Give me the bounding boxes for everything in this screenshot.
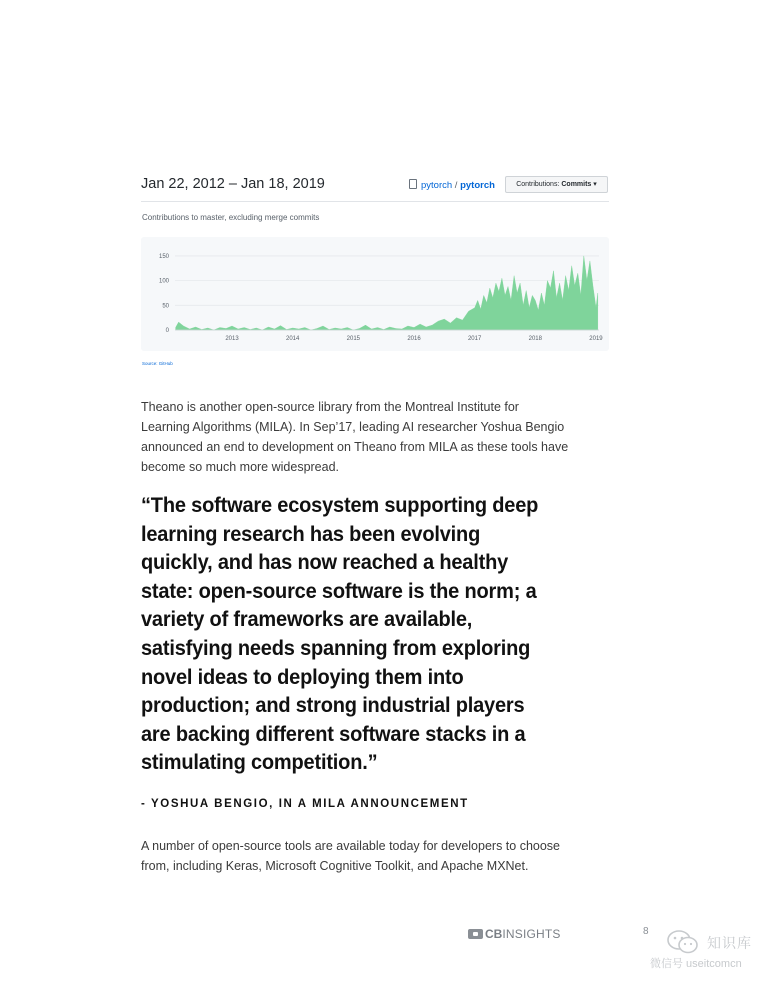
y-tick-label: 100 xyxy=(158,278,169,285)
pull-quote: “The software ecosystem supporting deep learning research has been evolving quickly, and has now reached a healthy state: open-source software is the norm; a variety of frameworks are available, satisfying needs spanning from exploring novel ideas to deploying them into production; and strong industrial players are backing different software stacks in a stimulating competition.” xyxy=(141,493,539,775)
repo-link[interactable] xyxy=(409,179,495,191)
y-tick-label: 50 xyxy=(162,303,169,310)
header-divider xyxy=(141,201,609,202)
contributions-dropdown[interactable] xyxy=(505,176,608,193)
logo-text: INSIGHTS xyxy=(502,927,561,941)
x-tick-label: 2019 xyxy=(589,336,603,342)
repo-owner: pytorch xyxy=(421,180,453,191)
watermark-title: 知识库 xyxy=(707,935,752,951)
dropdown-value: Commits xyxy=(561,181,592,188)
chart-svg xyxy=(141,237,609,351)
repo-icon xyxy=(409,179,417,189)
paragraph-theano: Theano is another open-source library from the Montreal Institute for Learning Algorithms (MILA). In Sep’17, leading AI researcher Yoshua Bengio announced an end to development on Theano from MILA as these tools have become so much more widespread. xyxy=(141,400,569,474)
x-tick-label: 2013 xyxy=(225,336,239,342)
contributions-chart xyxy=(141,237,609,351)
dropdown-prefix: Contributions: xyxy=(516,181,560,188)
y-tick-label: 150 xyxy=(158,253,169,260)
quote-attribution: - YOSHUA BENGIO, IN A MILA ANNOUNCEMENT xyxy=(141,798,469,810)
logo-bold-text: CB xyxy=(485,927,503,941)
watermark-subtitle: 微信号 useitcomcn xyxy=(650,958,742,970)
x-tick-label: 2016 xyxy=(407,336,421,342)
caret-down-icon: ▾ xyxy=(593,181,597,188)
commits-area xyxy=(176,256,598,330)
cbinsights-logo xyxy=(468,925,561,939)
paragraph-tools: A number of open-source tools are available today for developers to choose from, including Keras, Microsoft Cognitive Toolkit, and Apache MXNet. xyxy=(141,839,561,873)
contributions-subtitle: Contributions to master, excluding merge commits xyxy=(142,213,320,222)
page-number: 8 xyxy=(643,926,649,937)
date-range-heading: Jan 22, 2012 – Jan 18, 2019 xyxy=(141,176,325,192)
x-tick-label: 2017 xyxy=(467,336,482,342)
cbinsights-mark-icon xyxy=(468,929,483,939)
repo-separator: / xyxy=(452,180,461,191)
x-tick-label: 2018 xyxy=(528,336,542,342)
x-tick-label: 2014 xyxy=(285,336,300,342)
source-note: Source: GitHub xyxy=(142,361,173,366)
x-tick-label: 2015 xyxy=(346,336,361,342)
y-tick-label: 0 xyxy=(165,328,169,334)
repo-name: pytorch xyxy=(460,180,495,191)
wechat-icon xyxy=(666,929,700,955)
